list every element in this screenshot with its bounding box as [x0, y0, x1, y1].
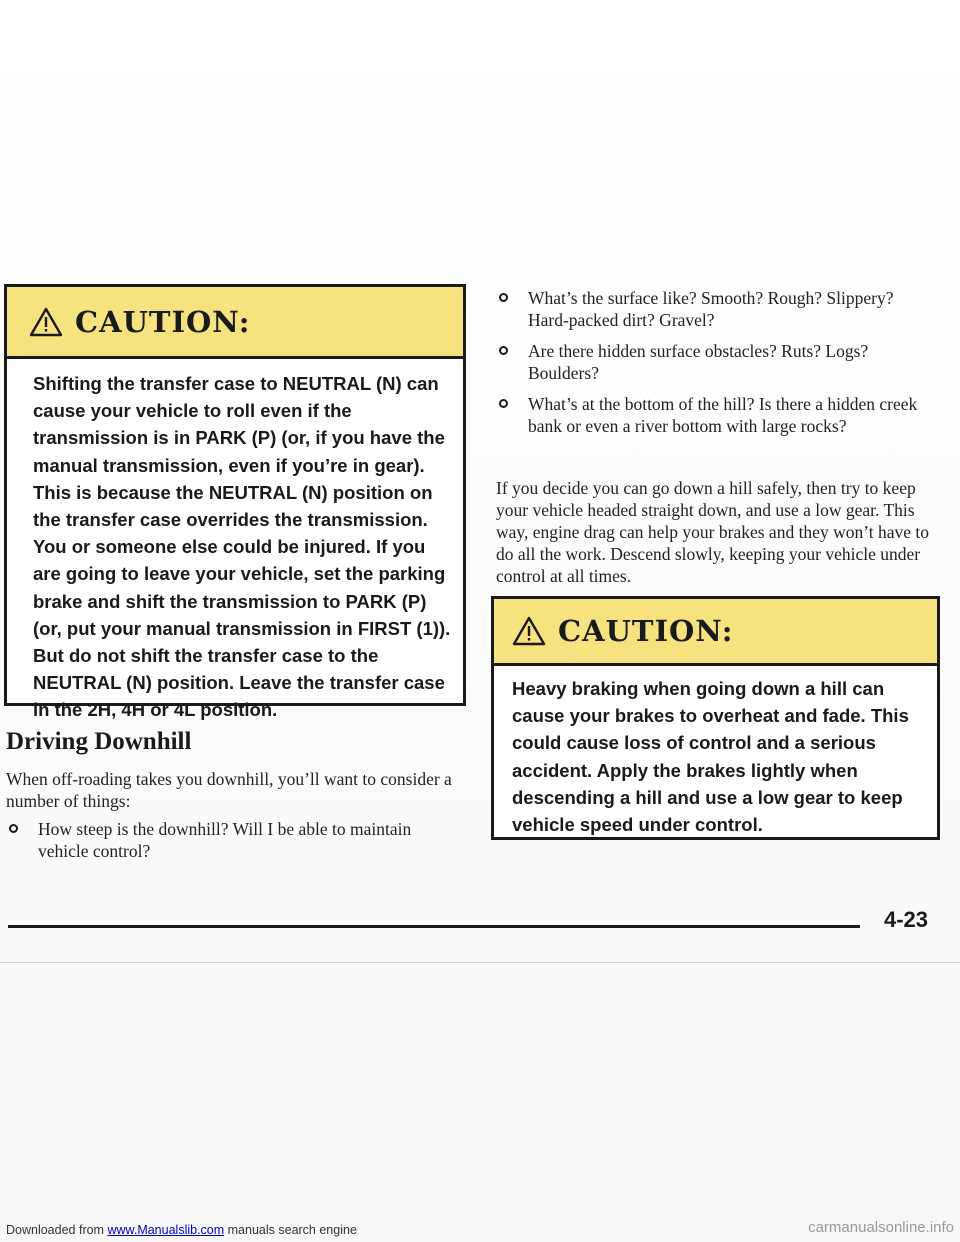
list-item — [495, 340, 935, 384]
list-item-text: What’s at the bottom of the hill? Is there a hidden creek bank or even a river bottom with large rocks? — [528, 394, 918, 436]
caution-header — [494, 599, 937, 666]
intro-paragraph: When off-roading takes you downhill, you’ll want to consider a number of things: — [6, 769, 452, 811]
section-heading: Driving Downhill — [6, 728, 192, 755]
list-item-text: What’s the surface like? Smooth? Rough? Slippery? Hard-packed dirt? Gravel? — [528, 288, 894, 330]
watermark: carmanualsonline.info — [808, 1219, 954, 1236]
list-item-text: How steep is the downhill? Will I be able to maintain vehicle control? — [38, 819, 412, 861]
descend-paragraph: If you decide you can go down a hill safely, then try to keep your vehicle headed straight down, and use a low gear. This way, engine drag can help your brakes and they won’t have to do all the work. Descend slowly, keeping your vehicle under control at all times. — [496, 478, 929, 586]
caution-label: CAUTION: — [75, 304, 251, 339]
list-item-text: Are there hidden surface obstacles? Ruts? Logs? Boulders? — [528, 341, 869, 383]
footer-suffix: manuals search engine — [224, 1223, 357, 1237]
caution-label: CAUTION: — [558, 614, 734, 648]
footer-prefix: Downloaded from — [6, 1223, 108, 1237]
warning-triangle-icon — [512, 616, 546, 646]
bullet-icon — [9, 824, 18, 833]
caution-box-transfer-case — [4, 284, 466, 721]
warning-triangle-icon — [29, 307, 63, 337]
list-item — [495, 393, 935, 437]
list-item — [495, 287, 935, 331]
bullet-list-right — [495, 287, 935, 446]
divider — [0, 962, 960, 963]
bullet-icon — [499, 399, 508, 408]
bullet-icon — [499, 293, 508, 302]
caution-text: Shifting the transfer case to NEUTRAL (N) can cause your vehicle to roll even if the transmission is in PARK (P) (or, if you have the manual transmission, even if you’re in gear). This is because the NEUTRAL (N) position on the transfer case overrides the transmission. You or someone else could be injured. If you are going to leave your vehicle, set the parking brake and shift the transmission to PARK (P) (or, put your manual transmission in FIRST (1)). But do not shift the transfer case to the NEUTRAL (N) position. Leave the transfer case in the 2H, 4H or 4L position. — [33, 373, 451, 721]
list-item — [5, 818, 465, 862]
download-footer — [6, 1223, 357, 1237]
caution-header — [7, 287, 463, 359]
page-rule — [8, 925, 860, 928]
manualslib-link[interactable]: www.Manualslib.com — [107, 1223, 225, 1237]
bullet-icon — [499, 346, 508, 355]
caution-box-heavy-braking — [491, 596, 940, 840]
page-number: 4-23 — [884, 907, 929, 932]
caution-text: Heavy braking when going down a hill can cause your brakes to overheat and fade. This could cause loss of control and a serious accident. Apply the brakes lightly when descending a hill and use a low gear to keep vehicle speed under control. — [512, 678, 909, 836]
bullet-list-left — [5, 818, 465, 862]
